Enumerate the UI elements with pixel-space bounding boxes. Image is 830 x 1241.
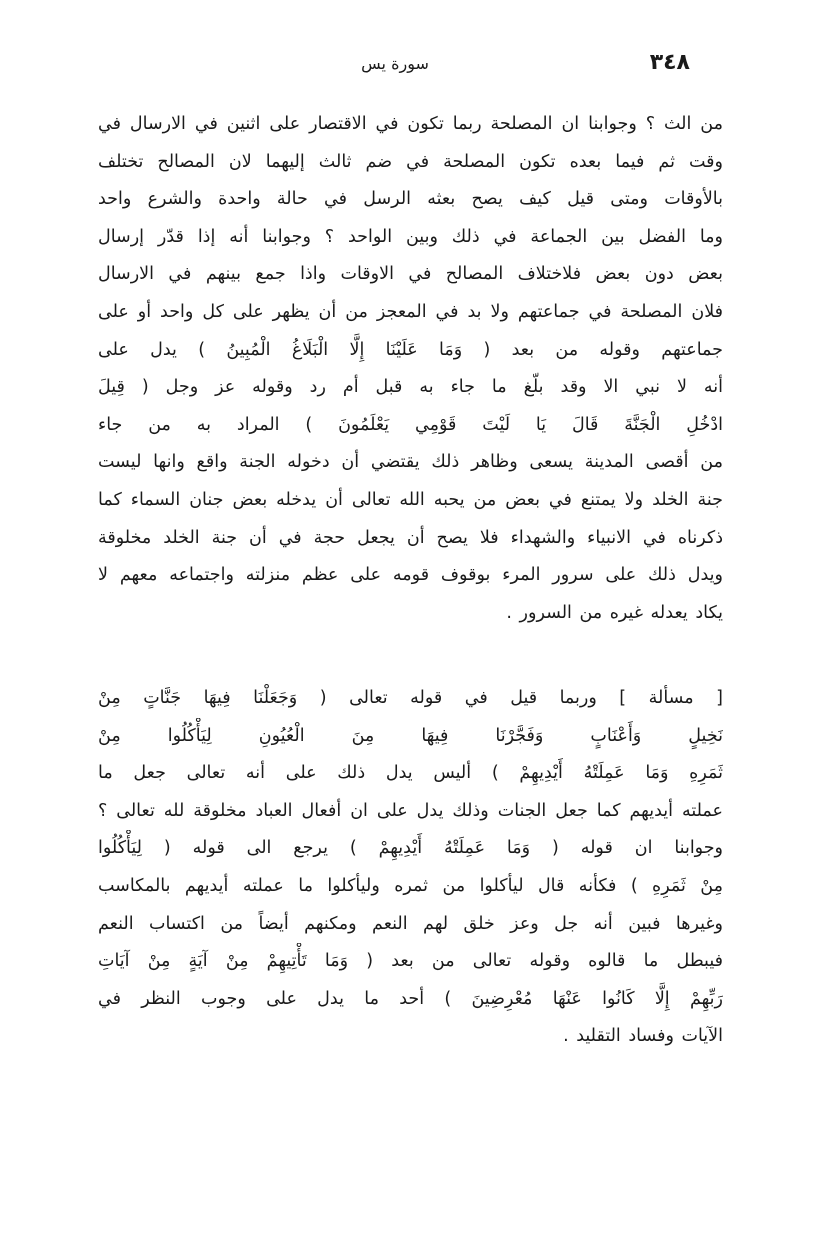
paragraph-1 [98,106,723,632]
running-title: سورة يس [361,54,429,73]
text-line: أنه لا نبي الا وقد بلّغ ما جاء به قبل أم رد وقوله عز وجل ( قِيلَ [98,377,723,398]
text-line: فيبطل ما قالوه وقوله تعالى من بعد ( وَمَا تَأْتِيهِمْ مِنْ آيَةٍ مِنْ آيَاتِ [98,951,723,972]
text-line: جماعتهم وقوله من بعد ( وَمَا عَلَيْنَا إِلَّا الْبَلَاغُ الْمُبِينُ ) يدل على [98,339,723,360]
text-line: يكاد يعدله غيره من السرور . [506,602,723,623]
text-line: رَبِّهِمْ إِلَّا كَانُوا عَنْهَا مُعْرِضِينَ ) أحد ما يدل على وجوب النظر في [98,988,723,1009]
text-line: بالأوقات ومتى قيل كيف يصح بعثه الرسل في حالة واحدة والشرع واحد [98,189,723,210]
text-line: من أقصى المدينة يسعى وظاهر ذلك يقتضي أن دخوله الجنة واقع وانها ليست [98,452,723,473]
text-line: جنة الخلد ولا يمتنع في بعض من يحبه الله تعالى أن يدخله بعض جنان السماء كما [98,489,723,510]
page-number: ٣٤٨ [649,50,690,75]
text-line: وغيرها فبين أنه جل وعز خلق لهم النعم ومكنهم أيضاً من اكتساب النعم [98,913,723,934]
text-line: من الث ؟ وجوابنا ان المصلحة ربما تكون في الاقتصار على اثنين في الارسال في [98,114,723,134]
text-line: ويدل ذلك على سرور المرء بوقوف قومه على عظم منزلته واجتماعه معهم لا [98,565,723,586]
text-line: [ مسألة ] وربما قيل في قوله تعالى ( وَجَعَلْنَا فِيهَا جَنَّاتٍ مِنْ [98,688,723,708]
text-line: بعض دون بعض فلاختلاف المصالح في الاوقات واذا جمع بينهم في الارسال [98,264,723,285]
text-line: وجوابنا ان قوله ( وَمَا عَمِلَتْهُ أَيْدِيهِمْ ) يرجع الى قوله ( لِيَأْكُلُوا [98,838,723,859]
text-line: الآيات وفساد التقليد . [563,1026,723,1047]
text-line: وقت ثم فيما بعده تكون المصلحة في ضم ثالث إليهما لان المصالح تختلف [98,151,723,172]
text-line: فلان المصلحة في جماعتهم ولا بد في المعجز من أن يظهر على كل واحد أو على [98,301,723,322]
text-line: وما الفضل بين الجماعة في ذلك وبين الواحد ؟ وجوابنا أنه إذا قدّر إرسال [98,226,723,247]
text-line: مِنْ ثَمَرِهِ ) فكأنه قال ليأكلوا من ثمره وليأكلوا ما عملته أيديهم بالمكاسب [98,875,723,896]
text-line: عملته أيديهم كما جعل الجنات وذلك يدل على ان أفعال العباد مخلوقة لله تعالى ؟ [98,800,723,821]
text-line: ادْخُلِ الْجَنَّةَ قَالَ يَا لَيْتَ قَوْمِي يَعْلَمُونَ ) المراد به من جاء [98,414,723,435]
text-line: ذكرناه في الانبياء والشهداء فلا يصح أن يجعل حجة في أن جنة الخلد مخلوقة [98,527,723,548]
text-line: ثَمَرِهِ وَمَا عَمِلَتْهُ أَيْدِيهِمْ ) أليس يدل ذلك على أنه تعالى جعل ما [98,763,723,784]
text-line: نَخِيلٍ وَأَعْنَابٍ وَفَجَّرْنَا فِيهَا مِنَ الْعُيُونِ لِيَأْكُلُوا مِنْ [98,725,723,746]
page-header [100,50,690,86]
paragraph-2 [98,680,723,1056]
